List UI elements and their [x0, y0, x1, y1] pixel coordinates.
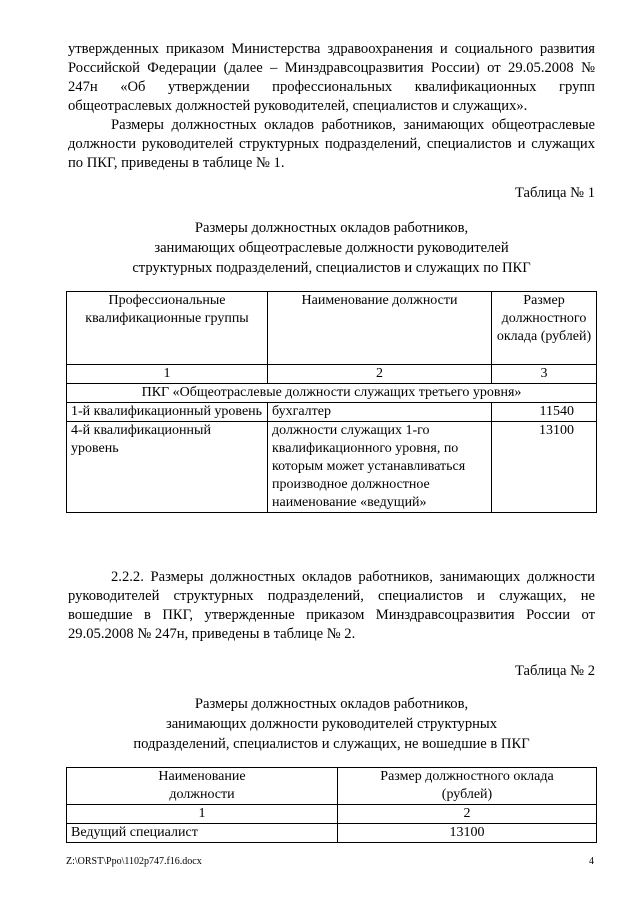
header-cell — [338, 768, 597, 805]
header-cell-text: Наименование должности — [158, 769, 246, 802]
table-row — [67, 403, 597, 422]
table-row — [67, 824, 597, 843]
position-cell: бухгалтер — [268, 403, 492, 422]
table2-title-line: подразделений, специалистов и служащих, не вошедшие в ПКГ — [133, 736, 530, 752]
table1-title — [68, 218, 595, 278]
column-number-cell: 1 — [67, 365, 268, 384]
header-cell: Наименование должности — [268, 292, 492, 365]
header-cell-text: Размер должностного оклада (рублей) — [380, 769, 554, 802]
table1-title-line: Размеры должностных окладов работников, — [194, 220, 469, 236]
column-number-cell: 1 — [67, 805, 338, 824]
table1-title-line: занимающих общеотраслевые должности руководителей — [154, 240, 509, 256]
salary-cell: 13100 — [338, 824, 597, 843]
table-header-row — [67, 292, 597, 365]
table1-title-line: структурных подразделений, специалистов и служащих по ПКГ — [132, 260, 531, 276]
intro-paragraph-2-text: Размеры должностных окладов работников, занимающих общеотраслевые должности руководителей структурных подразделений, специалистов и служащих по ПКГ, приведены в таблице № 1. — [68, 117, 595, 171]
column-number-row — [67, 365, 597, 384]
table1-label: Таблица № 1 — [515, 185, 595, 201]
table-row — [67, 422, 597, 513]
column-number-cell: 3 — [492, 365, 597, 384]
group-cell: 1-й квалификационный уровень — [67, 403, 268, 422]
column-number-row — [67, 805, 597, 824]
header-cell — [67, 768, 338, 805]
table2-title-line: занимающих должности руководителей структурных — [165, 716, 498, 732]
table2-label: Таблица № 2 — [515, 663, 595, 679]
footer-file-path: Z:\ORST\Ppo\1102p747.f16.docx — [66, 856, 202, 867]
table2-title-line: Размеры должностных окладов работников, — [194, 696, 469, 712]
position-cell-text: должности служащих 1-го квалификационного уровня, по которым может устанавливаться производное должностное наименование «ведущий» — [272, 423, 466, 510]
table1 — [66, 291, 597, 513]
group-cell — [67, 422, 268, 513]
intro-paragraph-2 — [68, 116, 595, 173]
paragraph-2-2-2-text: 2.2.2. Размеры должностных окладов работников, занимающих должности руководителей структурных подразделений, специалистов и служащих, не вошедшие в ПКГ, утвержденные приказом Минздравсоцразвития России от 29.05.2008 № 247н, приведены в таблице № 2. — [68, 569, 595, 642]
table2-title — [68, 694, 595, 754]
paragraph-2-2-2 — [68, 568, 595, 644]
column-number-cell: 2 — [268, 365, 492, 384]
position-cell: Ведущий специалист — [67, 824, 338, 843]
section-cell: ПКГ «Общеотраслевые должности служащих третьего уровня» — [67, 384, 597, 403]
section-row — [67, 384, 597, 403]
page-number: 4 — [589, 856, 594, 867]
table2 — [66, 767, 597, 843]
salary-cell: 11540 — [492, 403, 597, 422]
intro-paragraph-1: утвержденных приказом Министерства здравоохранения и социального развития Российской Федерации (далее – Минздравсоцразвития России) от 29.05.2008 № 247н «Об утверждении профессиональных квалификационных групп общеотраслевых должностей руководителей, специалистов и служащих». — [68, 41, 595, 114]
column-number-cell: 2 — [338, 805, 597, 824]
position-cell — [268, 422, 492, 513]
salary-cell: 13100 — [492, 422, 597, 513]
header-cell: Профессиональные квалификационные группы — [67, 292, 268, 365]
table-header-row — [67, 768, 597, 805]
group-cell-text: 4-й квалификационный уровень — [71, 423, 211, 456]
header-cell: Размер должностного оклада (рублей) — [492, 292, 597, 365]
